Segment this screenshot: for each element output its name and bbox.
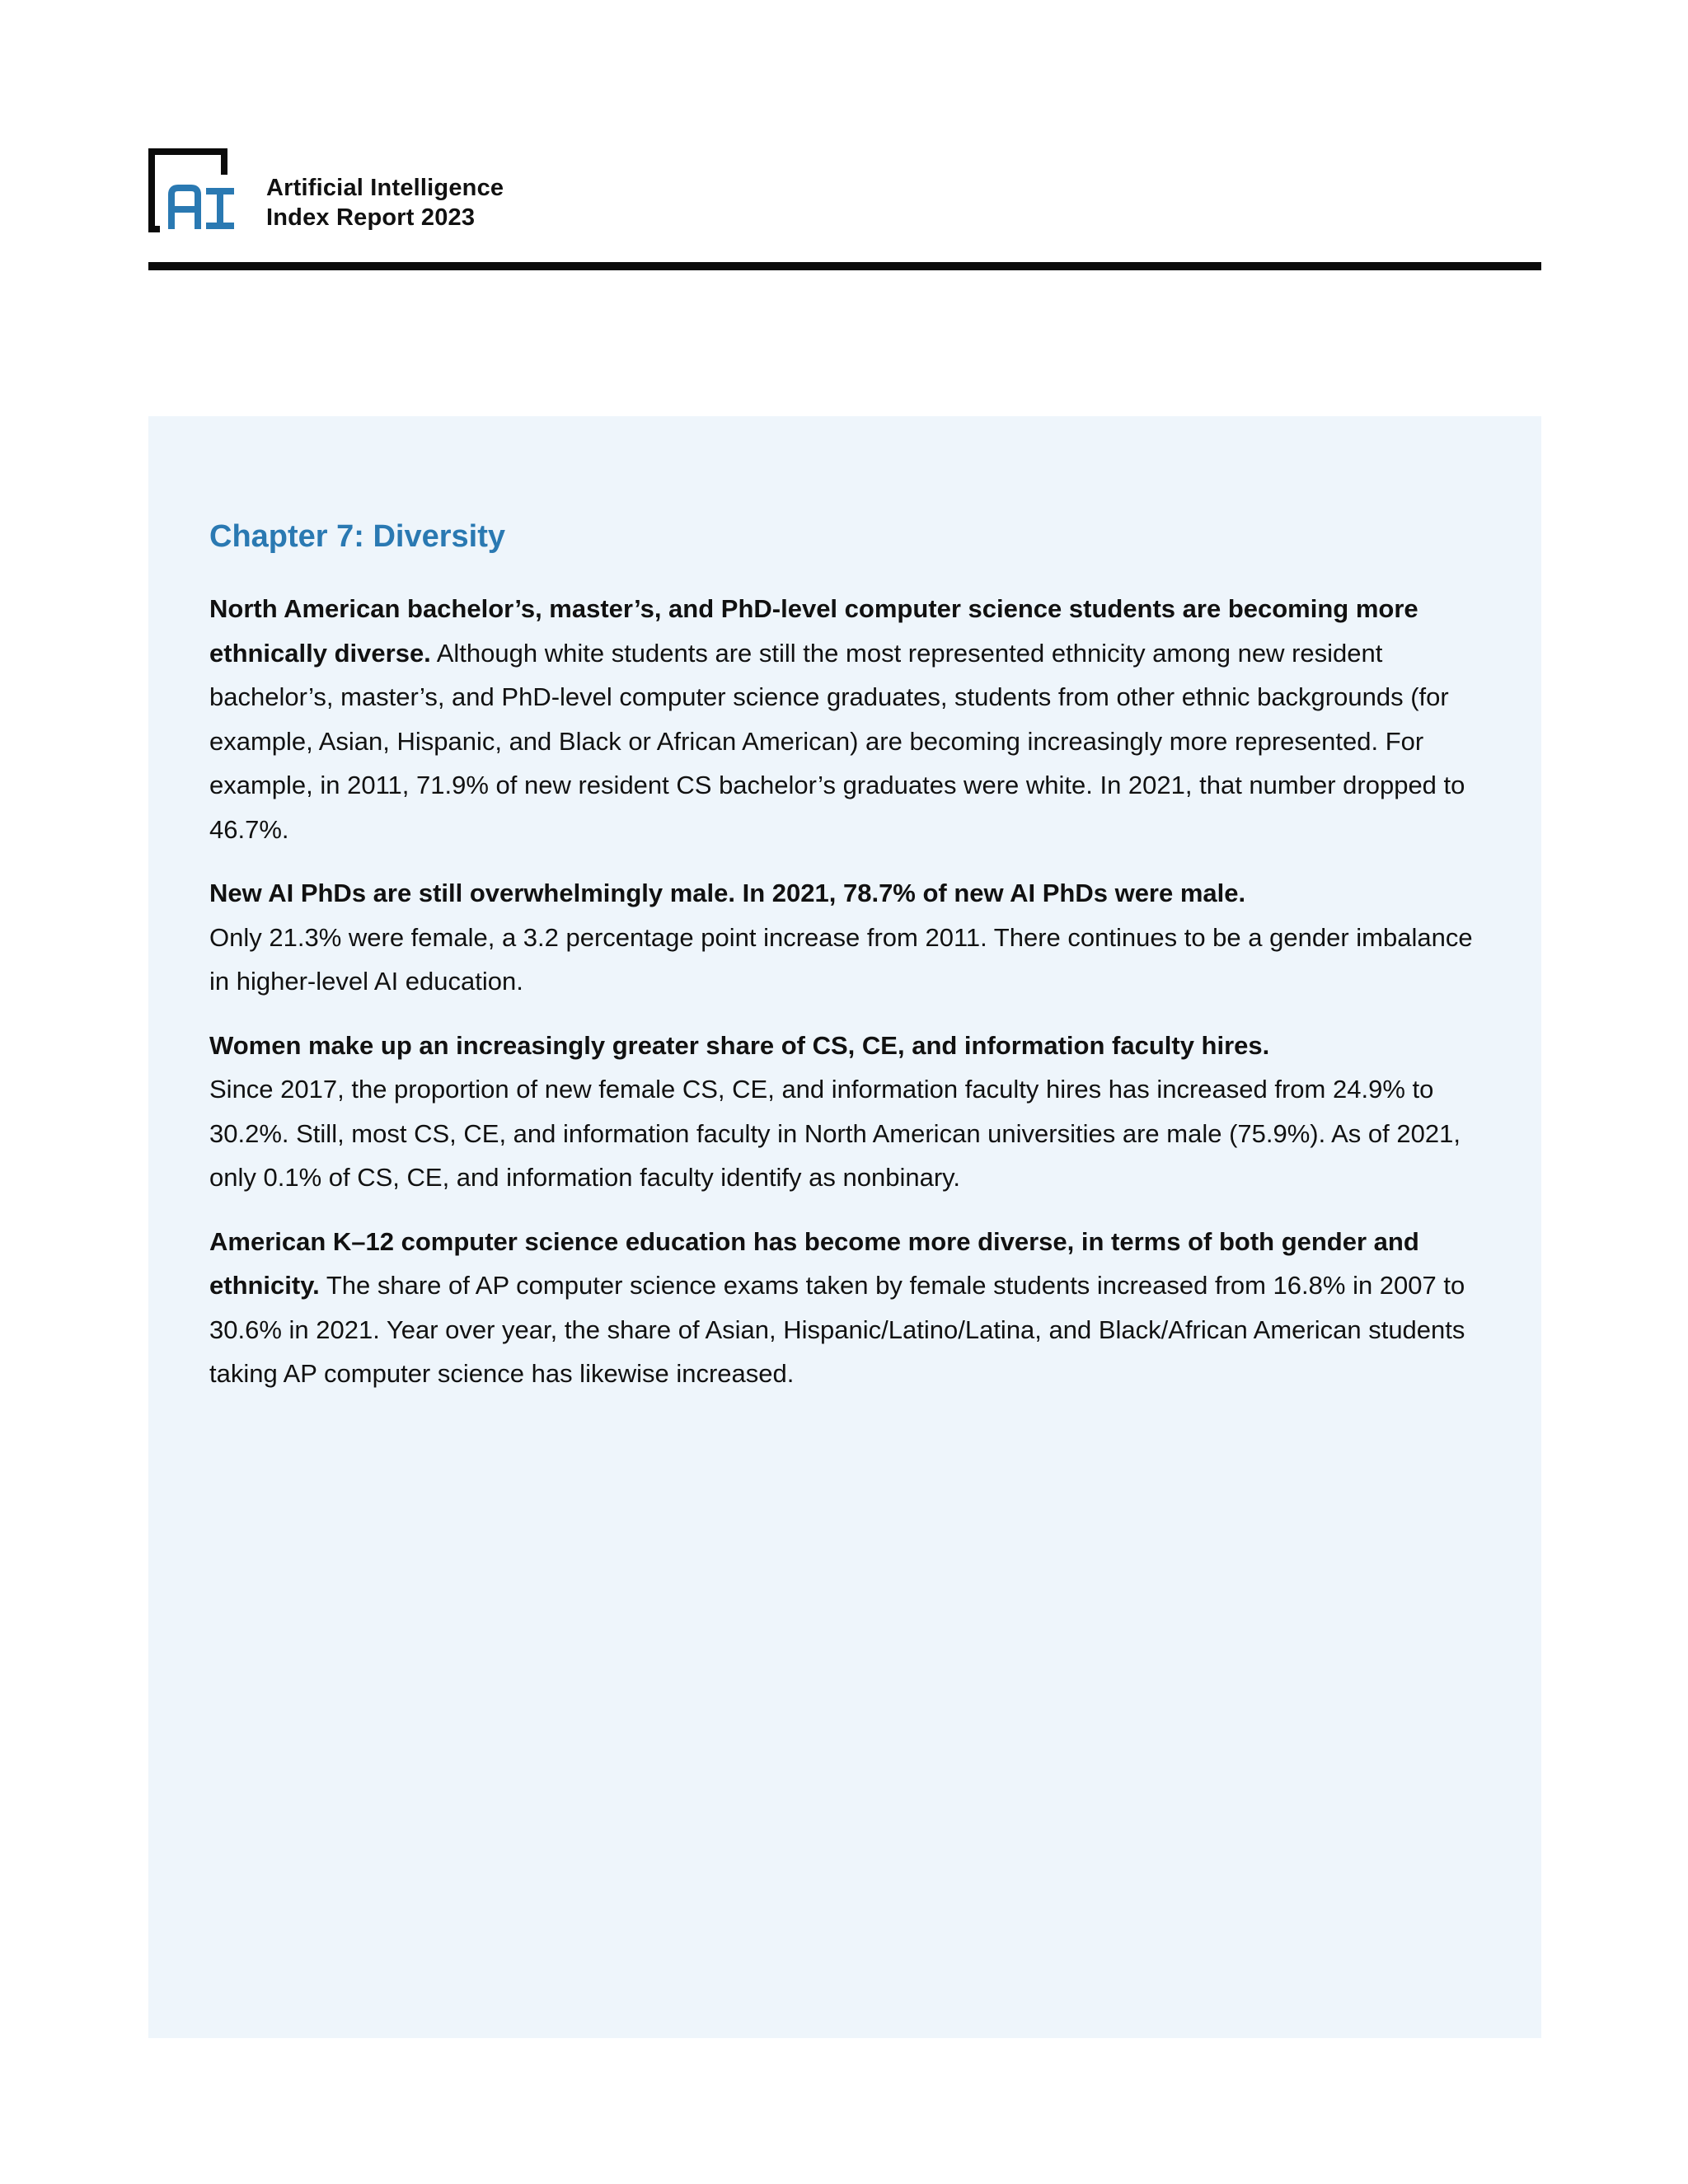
highlight-paragraph (209, 587, 1495, 851)
report-title-line1: Artificial Intelligence (266, 175, 504, 201)
highlight-body: The share of AP computer science exams taken by female students increased from 16.8% in 2007 to 30.6% in 2021. Year over year, the share of Asian, Hispanic/Latino/Latina, and Black/African American students taking AP computer science has likewise increased. (209, 1271, 1465, 1388)
report-header (148, 147, 1541, 270)
highlight-paragraph (209, 1220, 1495, 1396)
highlight-paragraph (209, 1024, 1495, 1200)
highlight-body: Although white students are still the most represented ethnicity among new resident bachelor’s, master’s, and PhD-level computer science graduates, students from other ethnic backgrounds (for example, Asian, Hispanic, and Black or African American) are becoming increasingly more represented. For example, in 2011, 71.9% of new resident CS bachelor’s graduates were white. In 2021, that number dropped to 46.7%. (209, 638, 1465, 844)
header-divider (148, 262, 1541, 270)
chapter-title: Chapter 7: Diversity (209, 519, 506, 554)
chapter-highlights-panel (148, 416, 1541, 2038)
highlights-list (209, 587, 1495, 1416)
report-title-line2: Index Report 2023 (266, 204, 476, 231)
ai-index-logo-icon (148, 147, 241, 232)
highlight-lead: New AI PhDs are still overwhelmingly male. In 2021, 78.7% of new AI PhDs were male. (209, 879, 1246, 907)
highlight-lead: Women make up an increasingly greater share of CS, CE, and information faculty hires. (209, 1030, 1270, 1060)
highlight-body: Only 21.3% were female, a 3.2 percentage point increase from 2011. There continues to be a gender imbalance in higher-level AI education. (209, 922, 1473, 996)
highlight-body: Since 2017, the proportion of new female CS, CE, and information faculty hires has increased from 24.9% to 30.2%. Still, most CS, CE, and information faculty in North American universities are male (75.9%). As of 2021, only 0.1% of CS, CE, and information faculty identify as nonbinary. (209, 1075, 1461, 1192)
report-title (266, 173, 504, 232)
highlight-lead: American K–12 computer science education has become more diverse, in terms of both gender and ethnicity. (209, 1226, 1419, 1300)
highlight-paragraph (209, 871, 1495, 1004)
highlight-lead: North American bachelor’s, master’s, and PhD-level computer science students are becoming more ethnically diverse. (209, 594, 1418, 668)
